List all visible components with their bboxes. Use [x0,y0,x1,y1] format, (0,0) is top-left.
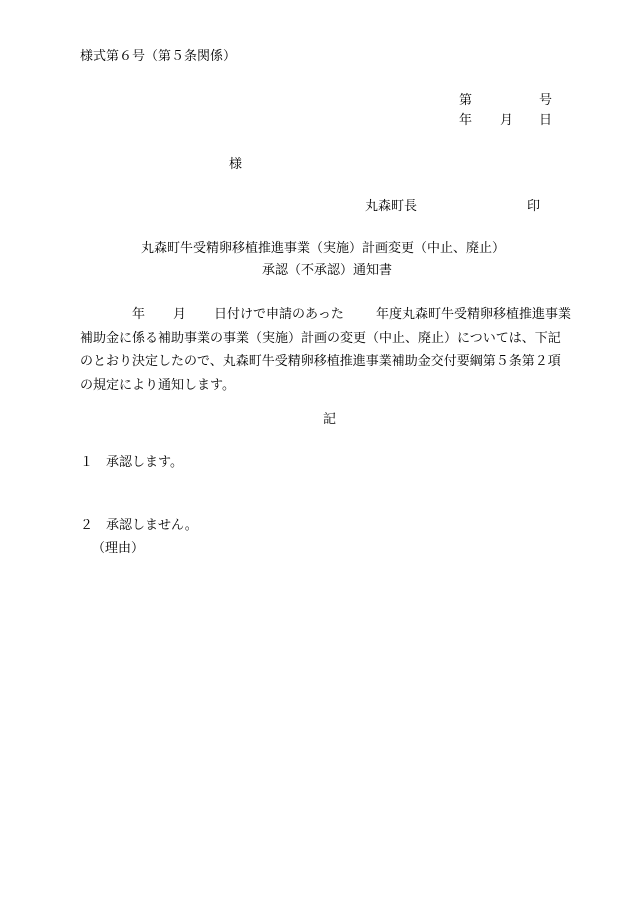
document-title-line1: 丸森町牛受精卵移植推進事業（実施）計画変更（中止、廃止） [141,241,506,256]
body-line-2: 補助金に係る補助事業の事業（実施）計画の変更（中止、廃止）については、下記 [80,330,561,346]
doc-number-prefix: 第 [459,93,473,108]
form-label: 様式第６号（第５条関係） [80,49,237,64]
date-month: 月 [500,113,514,128]
body-line-4: の規定により通知します。 [80,377,235,393]
doc-number-suffix: 号 [539,93,553,108]
body-year-blank: 年 [132,307,146,322]
body-month-blank: 月 [173,307,187,322]
sender-title: 丸森町長 [365,199,418,214]
body-text-applied: 日付けで申請のあった [214,307,344,322]
seal-mark: 印 [527,199,541,214]
item-2-number: ２ [80,518,94,533]
addressee-suffix: 様 [229,157,243,172]
body-line-3: のとおり決定したので、丸森町牛受精卵移植推進事業補助金交付要綱第５条第２項 [80,354,561,369]
document-title-line2: 承認（不承認）通知書 [262,263,393,278]
date-day: 日 [539,113,553,128]
item-1-text: 承認します。 [106,455,183,470]
date-year: 年 [459,113,473,128]
body-paragraph [80,303,580,397]
reason-label: （理由） [92,541,145,556]
item-1-number: １ [80,455,94,470]
ki-heading: 記 [323,412,337,427]
body-text-fiscal-year: 年度丸森町牛受精卵移植推進事業 [376,307,572,322]
item-2-text: 承認しません。 [106,518,198,533]
